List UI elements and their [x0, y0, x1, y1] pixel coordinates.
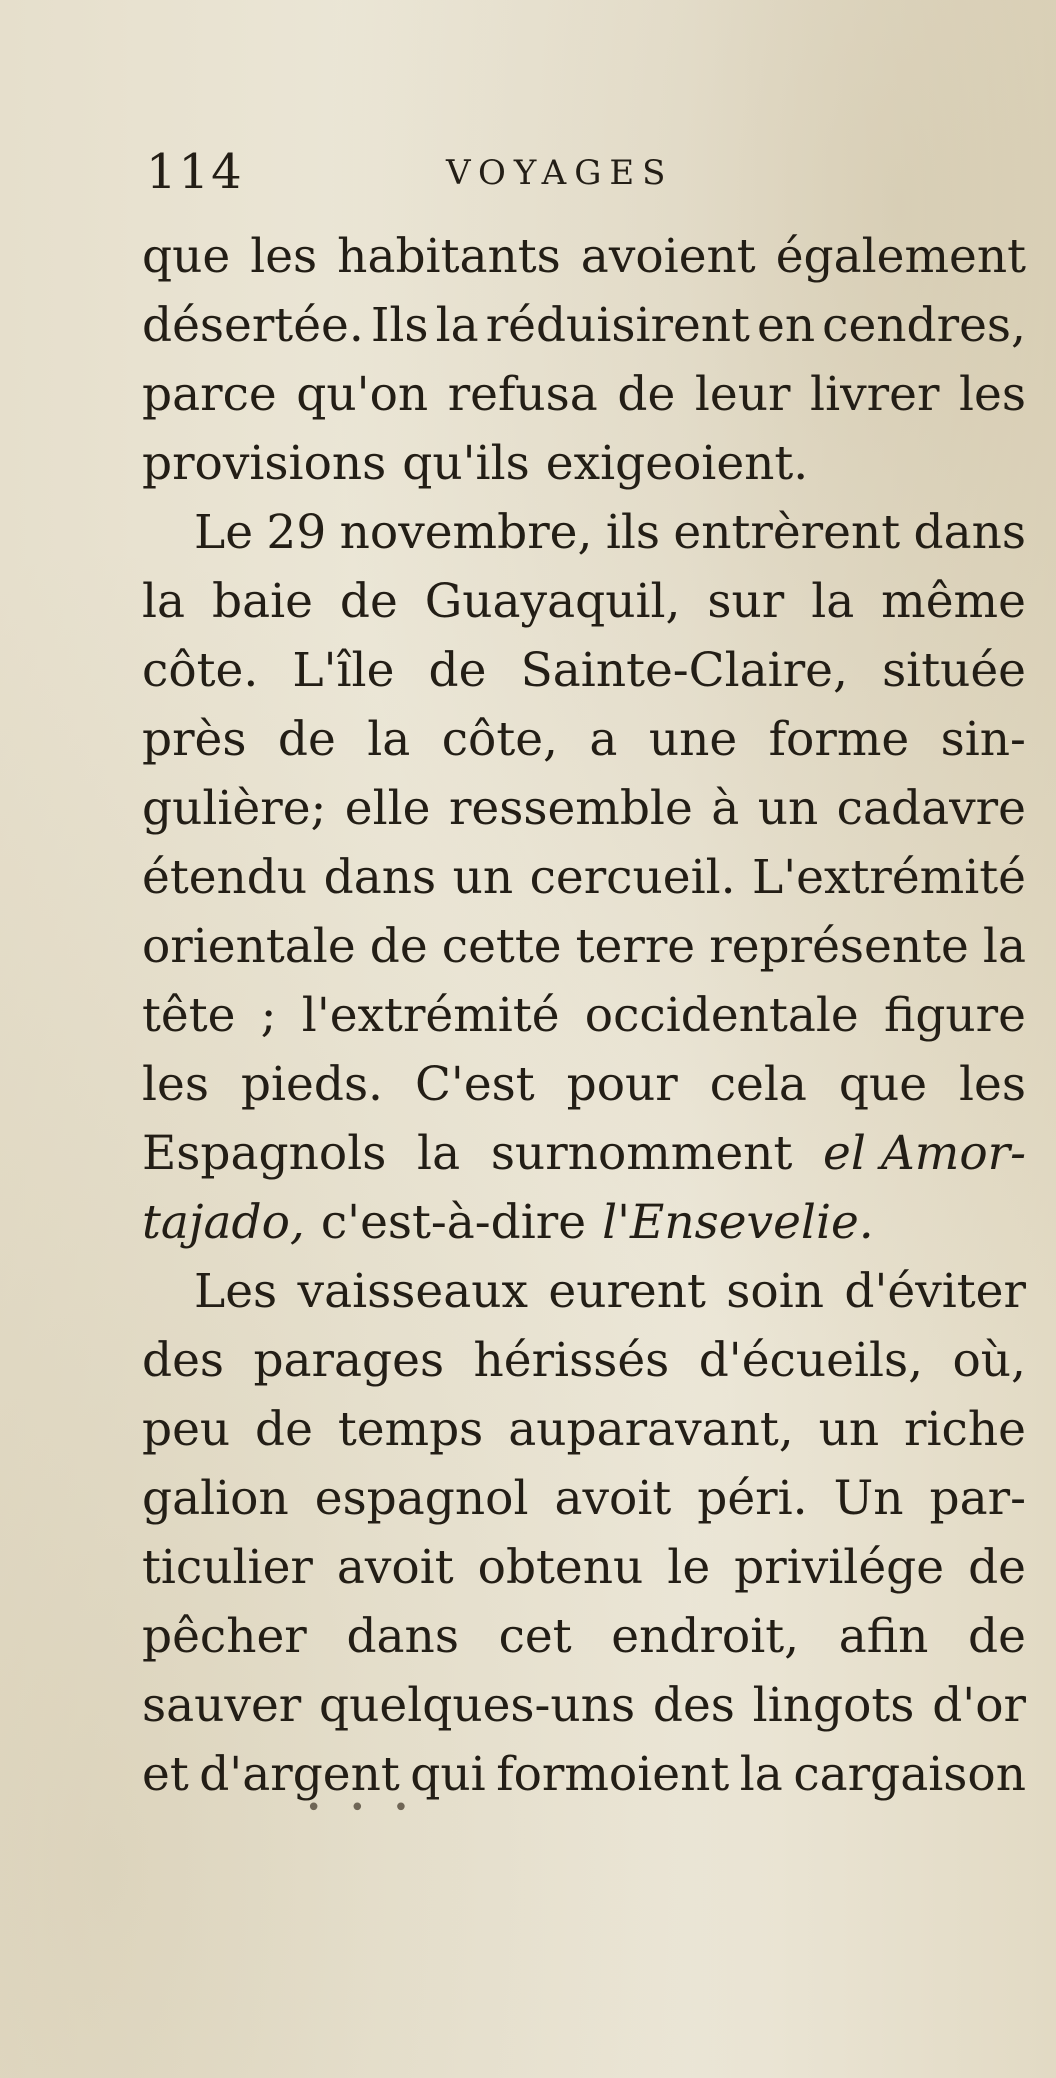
text-line [142, 1395, 1026, 1464]
word: un [452, 850, 514, 905]
word: sur [707, 574, 785, 629]
page-number: 114 [146, 144, 244, 200]
word: de [968, 1540, 1026, 1595]
text-line [142, 1119, 1026, 1188]
text-line [142, 291, 1026, 360]
word: novembre, [339, 505, 593, 560]
word: une [648, 712, 738, 767]
word: de [339, 574, 398, 629]
word: dans [913, 505, 1026, 560]
word: de [255, 1402, 313, 1457]
word: occidentale [584, 988, 859, 1043]
text-line [142, 1671, 1026, 1740]
word: ressemble [448, 781, 693, 836]
word: l'Ensevelie. [602, 1195, 874, 1250]
word: formoient [496, 1747, 730, 1802]
word: livrer [810, 367, 940, 422]
word: avoit [336, 1540, 454, 1595]
word: l'extrémité [301, 988, 560, 1043]
text-line [142, 360, 1026, 429]
word: que [838, 1057, 928, 1112]
text-line [142, 222, 1026, 291]
text-line [142, 429, 1026, 498]
word: à [711, 781, 740, 836]
text-line [142, 1533, 1026, 1602]
word: Guayaquil, [424, 574, 681, 629]
word: lingots [752, 1678, 915, 1733]
word: les [250, 229, 318, 284]
word: privilége [734, 1540, 945, 1595]
word: 29 [266, 505, 327, 560]
word: pieds. [240, 1057, 384, 1112]
text-line [142, 1326, 1026, 1395]
word: parages [253, 1333, 445, 1388]
word: Les [194, 1264, 278, 1319]
word: cet [498, 1609, 572, 1664]
text-line [142, 1740, 1026, 1809]
word: de [428, 643, 487, 698]
word: cercueil. [529, 850, 736, 905]
text-line [142, 981, 1026, 1050]
word: que [142, 229, 231, 284]
word: de [369, 919, 428, 974]
word: les [959, 367, 1026, 422]
word: avoit [554, 1471, 672, 1526]
word: en [757, 298, 816, 353]
word: L'île [292, 643, 395, 698]
word: quelques-uns [319, 1678, 636, 1733]
word: pour [566, 1057, 678, 1112]
word: L'extrémité [752, 850, 1026, 905]
word: a [589, 712, 618, 767]
word: de [277, 712, 336, 767]
word: désertée. [142, 298, 364, 353]
word: la [739, 1747, 783, 1802]
word: cette [441, 919, 562, 974]
word: par- [929, 1471, 1026, 1526]
word: refusa [447, 367, 598, 422]
word: un [757, 781, 819, 836]
word: Le [194, 505, 254, 560]
word: pêcher [142, 1609, 307, 1664]
word: soin [726, 1264, 824, 1319]
text-line [142, 1188, 1026, 1257]
text-line [142, 1464, 1026, 1533]
running-title: VOYAGES [446, 153, 674, 193]
word: figure [883, 988, 1026, 1043]
word: étendu [142, 850, 308, 905]
word: tête [142, 988, 236, 1043]
word: et [142, 1747, 189, 1802]
text-line [142, 843, 1026, 912]
running-head [146, 142, 926, 202]
word: parce [142, 367, 277, 422]
word: galion [142, 1471, 289, 1526]
word: des [652, 1678, 735, 1733]
word: un [818, 1402, 880, 1457]
word: cendres, [822, 298, 1026, 353]
word: Sainte-Claire, [520, 643, 848, 698]
word: entrèrent [673, 505, 901, 560]
word: Espagnols [142, 1126, 387, 1181]
word: avoient [580, 229, 756, 284]
word: cadavre [836, 781, 1026, 836]
word: les [958, 1057, 1026, 1112]
word: eurent [548, 1264, 706, 1319]
word: temps [337, 1402, 484, 1457]
word: où, [952, 1333, 1026, 1388]
word: dans [323, 850, 437, 905]
word: espagnol [314, 1471, 529, 1526]
page-ornament: • • • [306, 1793, 419, 1823]
word: près [142, 712, 247, 767]
word: d'or [932, 1678, 1026, 1733]
word: dans [346, 1609, 459, 1664]
word: également [775, 229, 1026, 284]
text-line [142, 498, 1026, 567]
word: el Amor- [823, 1126, 1026, 1181]
word: d'éviter [844, 1264, 1026, 1319]
word: réduisirent [485, 298, 750, 353]
word: forme [768, 712, 910, 767]
word: surnomment [490, 1126, 793, 1181]
word: qu'on [296, 367, 429, 422]
word: Un [833, 1471, 904, 1526]
word: C'est [414, 1057, 535, 1112]
text-line [142, 1257, 1026, 1326]
text-line [142, 636, 1026, 705]
word: ; [260, 988, 277, 1043]
word: d'argent [199, 1747, 400, 1802]
word: tajado, [142, 1195, 305, 1250]
word: leur [694, 367, 791, 422]
word: le [667, 1540, 711, 1595]
word: côte. [142, 643, 259, 698]
word: péri. [697, 1471, 808, 1526]
word: afin [838, 1609, 929, 1664]
word: sin- [940, 712, 1026, 767]
word: exigeoient. [545, 436, 809, 491]
word: la [435, 298, 479, 353]
text-line [142, 912, 1026, 981]
word: les [142, 1057, 209, 1112]
word: d'écueils, [698, 1333, 924, 1388]
word: c'est-à-dire [320, 1195, 587, 1250]
word: ils [605, 505, 661, 560]
word: riche [904, 1402, 1026, 1457]
word: orientale [142, 919, 356, 974]
word: cela [709, 1057, 807, 1112]
word: la [982, 919, 1026, 974]
word: Ils [370, 298, 429, 353]
word: terre [575, 919, 696, 974]
word: de [968, 1609, 1026, 1664]
text-line [142, 774, 1026, 843]
word: peu [142, 1402, 231, 1457]
word: ticulier [142, 1540, 313, 1595]
word: elle [344, 781, 431, 836]
word: cargaison [793, 1747, 1026, 1802]
word: qu'ils [402, 436, 530, 491]
word: la [142, 574, 186, 629]
word: hérissés [473, 1333, 670, 1388]
word: vaisseaux [297, 1264, 528, 1319]
word: la [417, 1126, 461, 1181]
word: côte, [441, 712, 558, 767]
body-text [142, 222, 1026, 1809]
word: auparavant, [508, 1402, 794, 1457]
word: sauver [142, 1678, 302, 1733]
word: représente [709, 919, 969, 974]
text-line [142, 1602, 1026, 1671]
word: même [881, 574, 1026, 629]
word: provisions [142, 436, 387, 491]
text-line [142, 1050, 1026, 1119]
word: située [882, 643, 1026, 698]
word: la [367, 712, 411, 767]
word: la [811, 574, 855, 629]
word: baie [211, 574, 313, 629]
text-line [142, 567, 1026, 636]
text-line [142, 705, 1026, 774]
word: des [142, 1333, 225, 1388]
word: habitants [337, 229, 561, 284]
word: qui [410, 1747, 486, 1802]
word: endroit, [611, 1609, 800, 1664]
word: obtenu [477, 1540, 644, 1595]
word: de [617, 367, 676, 422]
word: gulière; [142, 781, 327, 836]
